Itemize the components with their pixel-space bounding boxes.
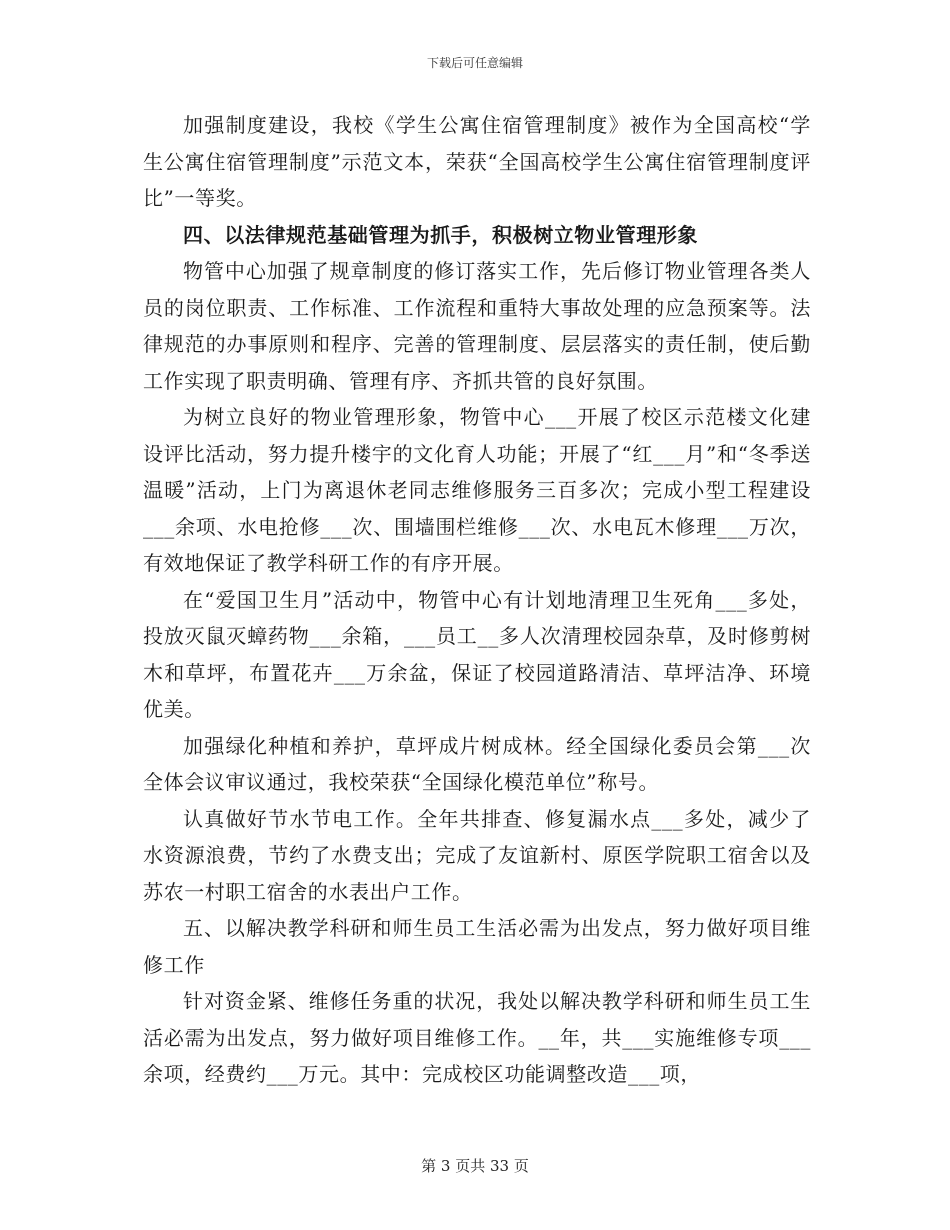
paragraph-property-image: 为树立良好的物业管理形象，物管中心___开展了校区示范楼文化建设评比活动，努力提升楼宇的文化育人功能；开展了“红___月”和“冬季送温暖”活动，上门为离退休老同志维修服务三百多次；完成小型工程建设___余项、水电抢修___次、围墙围栏维修___次、水电瓦木修理___万次，有效地保证了教学科研工作的有序开展。	[143, 405, 811, 575]
page-header: 下载后可任意编辑	[426, 56, 523, 70]
section-heading-five: 五、以解决教学科研和师生员工生活必需为出发点，努力做好项目维修工作	[143, 916, 811, 977]
paragraph-hygiene-month: 在“爱国卫生月”活动中，物管中心有计划地清理卫生死角___多处，投放灭鼠灭蟑药物___余箱，___员工__多人次清理校园杂草，及时修剪树木和草坪，布置花卉___万余盆，保证了校园道路清洁、草坪洁净、环境优美。	[143, 587, 811, 721]
page-footer: 第 3 页共 33 页	[421, 1157, 529, 1175]
paragraph-maintenance-projects: 针对资金紧、维修任务重的状况，我处以解决教学科研和师生员工生活必需为出发点，努力做好项目维修工作。__年，共___实施维修专项___余项，经费约___万元。其中：完成校区功能调整改造___项，	[143, 989, 811, 1086]
paragraph-water-power-saving: 认真做好节水节电工作。全年共排查、修复漏水点___多处，减少了水资源浪费，节约了水费支出；完成了友谊新村、原医学院职工宿舍以及苏农一村职工宿舍的水表出户工作。	[143, 806, 811, 904]
document-body	[143, 107, 811, 1093]
paragraph-regulations: 物管中心加强了规章制度的修订落实工作，先后修订物业管理各类人员的岗位职责、工作标准、工作流程和重特大事故处理的应急预案等。法律规范的办事原则和程序、完善的管理制度、层层落实的责任制，使后勤工作实现了职责明确、管理有序、齐抓共管的良好氛围。	[143, 259, 811, 393]
section-heading-four: 四、以法律规范基础管理为抓手，积极树立物业管理形象	[183, 222, 698, 247]
paragraph-system-building: 加强制度建设，我校《学生公寓住宿管理制度》被作为全国高校“学生公寓住宿管理制度”示范文本，荣获“全国高校学生公寓住宿管理制度评比”一等奖。	[143, 113, 811, 210]
paragraph-greening: 加强绿化种植和养护，草坪成片树成林。经全国绿化委员会第___次全体会议审议通过，我校荣获“全国绿化模范单位”称号。	[143, 733, 811, 794]
